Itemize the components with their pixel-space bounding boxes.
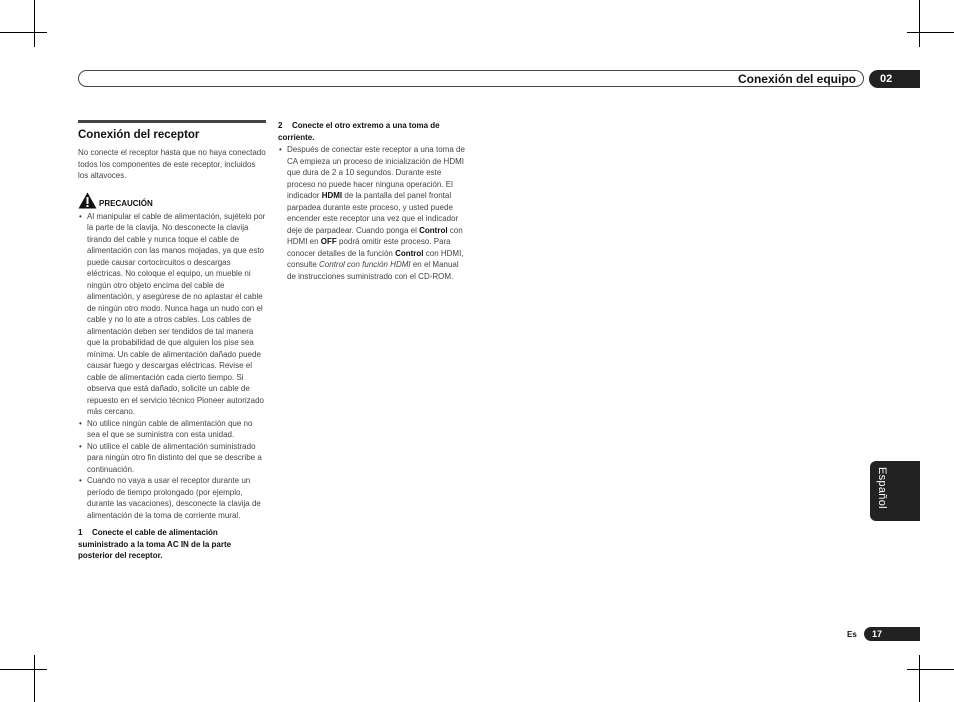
language-tab-label: Español — [876, 467, 888, 509]
crop-mark — [0, 32, 47, 33]
page-number: 17 — [864, 627, 920, 641]
control-label: Control — [395, 248, 424, 258]
caution-item: • Cuando no vaya a usar el receptor durante un período de tiempo prolongado (por ejemplo, durante las vacaciones), desconecte la clavija de alimentación de la toma de corriente mural. — [78, 475, 266, 521]
caution-item: • No utilice ningún cable de alimentación que no sea el que se suministra con esta unidad. — [78, 418, 266, 441]
crop-mark — [0, 669, 47, 670]
step-2-list — [278, 144, 468, 282]
step-2-number: 2 — [278, 121, 283, 130]
crop-mark — [919, 0, 920, 47]
step-2-bullet: • Después de conectar este receptor a una toma de CA empieza un proceso de inicialización de HDMI que dura de 2 a 10 segundos. Durante este proceso no puede hacer ninguna operación. El indicador HDMI de la pantalla del panel frontal parpadea durante este proceso, y usted puede encender este receptor una vez que el indicador deje de parpadear. Cuando ponga el Control con HDMI en OFF podrá omitir este proceso. Para conocer detalles de la función Control con HDMI, consulte Control con función HDMI en el Manual de instrucciones suministrado con el CD-ROM. — [278, 144, 468, 282]
caution-item: • No utilice el cable de alimentación suministrado para ningún otro fin distinto del que se describe a continuación. — [78, 441, 266, 476]
caution-list — [78, 211, 266, 522]
chapter-badge: 02 — [869, 70, 920, 88]
language-tab — [870, 461, 920, 521]
caution-heading — [78, 192, 266, 209]
crop-mark — [919, 655, 920, 702]
hdmi-label: HDMI — [321, 191, 343, 200]
step-1-number: 1 — [78, 528, 83, 537]
control-label: Control — [419, 225, 448, 235]
crop-mark — [907, 669, 954, 670]
step-2-text: Conecte el otro extremo a una toma de corriente. — [278, 121, 440, 142]
header-title: Conexión del equipo — [737, 72, 856, 86]
warning-icon — [78, 192, 97, 209]
crop-mark — [34, 655, 35, 702]
section-rule — [78, 120, 266, 123]
right-column — [278, 120, 468, 282]
left-column — [78, 120, 266, 562]
caution-label: PRECAUCIÓN — [99, 198, 153, 208]
manual-reference: Control con función HDMI — [319, 260, 411, 269]
section-intro: No conecte el receptor hasta que no haya conectado todos los componentes de este receptor, incluidos los altavoces. — [78, 148, 266, 180]
off-label: OFF — [320, 237, 337, 246]
caution-item: • Al manipular el cable de alimentación, sujételo por la parte de la clavija. No desconecte la clavija tirando del cable y nunca toque el cable de alimentación con las manos mojadas, ya que esto puede causar cortocircuitos o descargas eléctricas. No coloque el equipo, un mueble ni ningún otro objeto encima del cable de alimentación, y asegúrese de no aplastar el cable de ningún otro modo. Nunca haga un nudo con el cable y no lo ate a otros cables. Los cables de alimentación deben ser tendidos de tal manera que la probabilidad de que alguien los pise sea mínima. Un cable de alimentación dañado puede causar fuego y descargas eléctricas. Revise el cable de alimentación cada cierto tiempo. Si observa que está dañado, solicite un cable de repuesto en el servicio técnico Pioneer autorizado más cercano. — [78, 211, 266, 418]
language-abbreviation: Es — [847, 630, 857, 639]
step-2 — [278, 120, 468, 143]
crop-mark — [34, 0, 35, 47]
section-title: Conexión del receptor — [78, 129, 200, 141]
step-1-text: Conecte el cable de alimentación suministrado a la toma AC IN de la parte posterior del receptor. — [78, 528, 232, 560]
crop-mark — [907, 32, 954, 33]
step-1 — [78, 527, 266, 562]
